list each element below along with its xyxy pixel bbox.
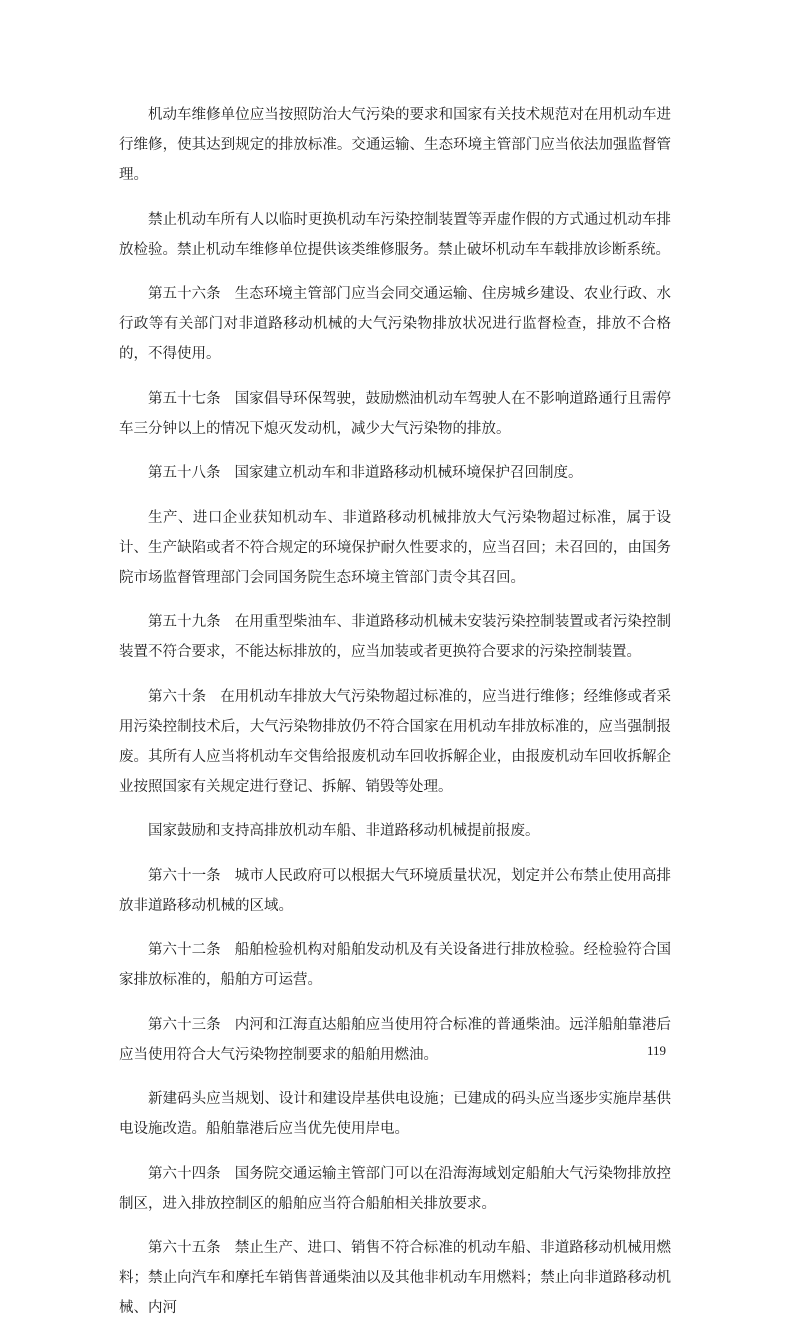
article-56 xyxy=(119,279,671,369)
article-number: 第六十四条 xyxy=(148,1165,221,1182)
article-text: 船舶检验机构对船舶发动机及有关设备进行排放检验。经检验符合国家排放标准的，船舶方可运营。 xyxy=(119,942,672,988)
article-60 xyxy=(119,682,671,802)
article-text: 在用重型柴油车、非道路移动机械未安装污染控制装置或者污染控制装置不符合要求，不能达标排放的，应当加装或者更换符合要求的污染控制装置。 xyxy=(119,614,672,660)
page-number: 119 xyxy=(646,1043,666,1058)
article-63 xyxy=(119,1010,671,1070)
article-text: 生态环境主管部门应当会同交通运输、住房城乡建设、农业行政、水行政等有关部门对非道路移动机械的大气污染物排放状况进行监督检查，排放不合格的，不得使用。 xyxy=(119,286,672,362)
paragraph-emission-fraud-prohibition xyxy=(119,205,671,265)
document-body xyxy=(119,100,671,1338)
article-number: 第五十六条 xyxy=(148,286,221,302)
article-text: 城市人民政府可以根据大气环境质量状况，划定并公布禁止使用高排放非道路移动机械的区域。 xyxy=(119,867,672,914)
article-number: 第六十二条 xyxy=(148,942,221,958)
article-text: 国家倡导环保驾驶，鼓励燃油机动车驾驶人在不影响道路通行且需停车三分钟以上的情况下熄灭发动机，减少大气污染物的排放。 xyxy=(119,390,672,437)
paragraph-text: 机动车维修单位应当按照防治大气污染的要求和国家有关技术规范对在用机动车进行维修，使其达到规定的排放标准。交通运输、生态环境主管部门应当依法加强监督管理。 xyxy=(119,107,671,183)
article-text: 在用机动车排放大气污染物超过标准的，应当进行维修；经维修或者采用污染控制技术后，大气污染物排放仍不符合国家在用机动车排放标准的，应当强制报废。其所有人应当将机动车交售给报废机动车回收拆解企业，由报废机动车回收拆解企业按照国家有关规定进行登记、拆解、销毁等处理。 xyxy=(119,688,672,795)
paragraph-text: 国家鼓励和支持高排放机动车船、非道路移动机械提前报废。 xyxy=(148,823,540,839)
article-text: 国家建立机动车和非道路移动机械环境保护召回制度。 xyxy=(234,465,583,481)
article-59 xyxy=(119,607,671,667)
article-number: 第六十条 xyxy=(148,688,207,705)
paragraph-recall xyxy=(119,503,671,593)
article-number: 第五十七条 xyxy=(148,390,221,407)
article-62 xyxy=(119,935,671,995)
article-61 xyxy=(119,861,671,921)
article-number: 第六十一条 xyxy=(148,867,221,884)
article-58 xyxy=(119,458,671,488)
article-64 xyxy=(119,1159,671,1219)
article-text: 内河和江海直达船舶应当使用符合标准的普通柴油。远洋船舶靠港后应当使用符合大气污染物控制要求的船舶用燃油。 xyxy=(119,1016,672,1063)
article-text: 禁止生产、进口、销售不符合标准的机动车船、非道路移动机械用燃料；禁止向汽车和摩托车销售普通柴油以及其他非机动车用燃料；禁止向非道路移动机械、内河 xyxy=(119,1240,672,1316)
paragraph-text: 新建码头应当规划、设计和建设岸基供电设施；已建成的码头应当逐步实施岸基供电设施改造。船舶靠港后应当优先使用岸电。 xyxy=(119,1091,671,1137)
paragraph-vehicle-repair xyxy=(119,100,671,190)
article-number: 第五十九条 xyxy=(148,614,221,630)
paragraph-text: 禁止机动车所有人以临时更换机动车污染控制装置等弄虚作假的方式通过机动车排放检验。禁止机动车维修单位提供该类维修服务。禁止破坏机动车车载排放诊断系统。 xyxy=(119,211,671,258)
paragraph-early-scrapping xyxy=(119,816,671,846)
article-number: 第五十八条 xyxy=(148,465,221,481)
paragraph-shore-power xyxy=(119,1084,671,1144)
article-57 xyxy=(119,384,671,444)
article-number: 第六十三条 xyxy=(148,1016,221,1033)
article-text: 国务院交通运输主管部门可以在沿海海域划定船舶大气污染物排放控制区，进入排放控制区的船舶应当符合船舶相关排放要求。 xyxy=(119,1165,672,1212)
paragraph-text: 生产、进口企业获知机动车、非道路移动机械排放大气污染物超过标准，属于设计、生产缺陷或者不符合规定的环境保护耐久性要求的，应当召回；未召回的，由国务院市场监督管理部门会同国务院生态环境主管部门责令其召回。 xyxy=(119,509,671,586)
article-65 xyxy=(119,1233,671,1323)
article-number: 第六十五条 xyxy=(148,1240,221,1256)
